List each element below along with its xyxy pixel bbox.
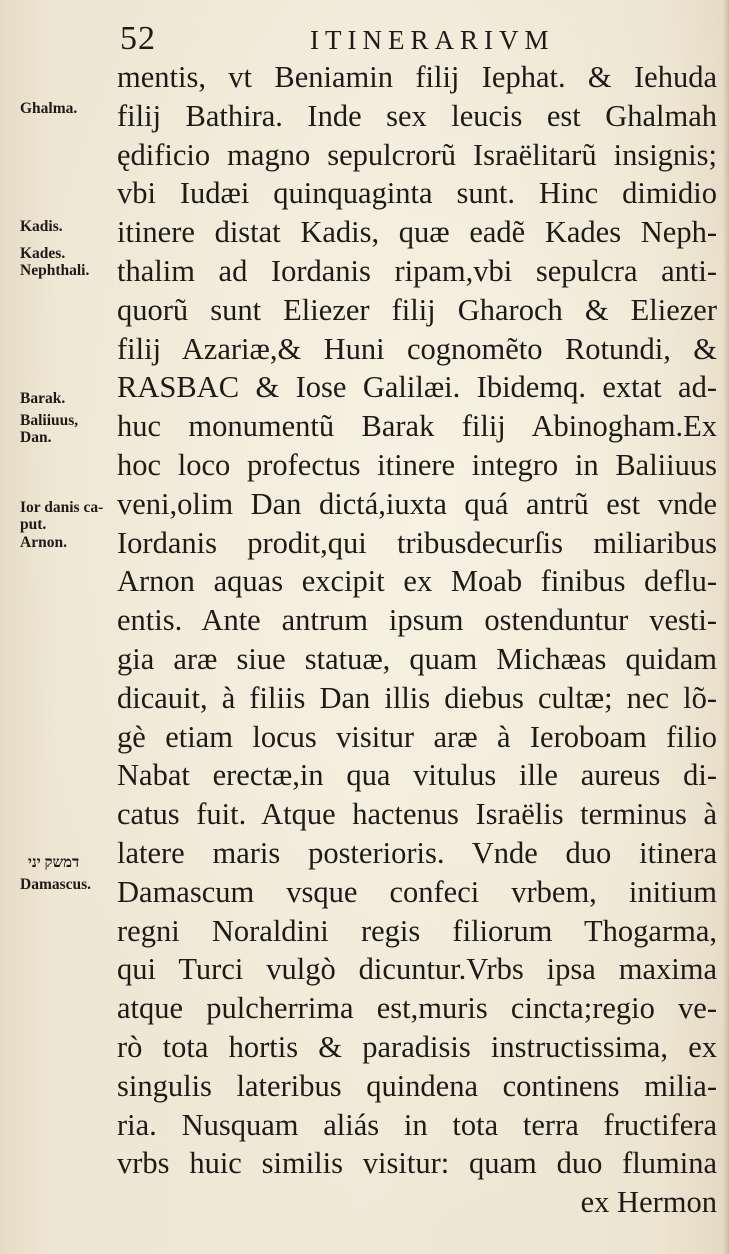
- page-edge: [723, 0, 729, 1254]
- text-line: ędificio magno sepulcrorũ Israëlitarũ insignis;: [117, 137, 717, 172]
- text-line: Nabat erectæ,in qua vitulus ille aureus di-: [117, 758, 717, 793]
- margin-note: put.: [20, 516, 47, 533]
- text-line: hoc loco profectus itinere integro in Baliiuus: [117, 447, 717, 482]
- text-line: mentis, vt Beniamin filij Iephat. & Iehuda: [117, 60, 717, 94]
- text-line: entis. Ante antrum ipsum ostenduntur vesti-: [117, 603, 717, 638]
- text-line: Iordanis prodit,qui tribusdecurſis miliaribus: [117, 525, 717, 560]
- text-line: filij Azariæ,& Huni cognomẽto Rotundi, &: [117, 331, 717, 366]
- text-line: latere maris posterioris. Vnde duo itinera: [117, 835, 717, 870]
- text-line: regni Noraldini regis filiorum Thogarma,: [117, 913, 717, 948]
- margin-note: Barak.: [20, 390, 66, 407]
- margin-note: Kades.: [20, 245, 66, 262]
- text-line: filij Bathira. Inde sex leucis est Ghalmah: [117, 98, 717, 133]
- text-line: RASBAC & Iose Galilæi. Ibidemq. extat ad-: [117, 370, 717, 405]
- text-line: itinere distat Kadis, quæ eadẽ Kades Neph-: [117, 215, 717, 250]
- margin-note: Ior danis ca-: [20, 499, 104, 516]
- text-line: catus fuit. Atque hactenus Israëlis terminus à: [117, 797, 717, 832]
- text-line: singulis lateribus quindena continens milia-: [117, 1068, 717, 1103]
- margin-note-hebrew: דמשק יני: [28, 855, 80, 871]
- running-head: ITINERARIVM: [310, 25, 555, 55]
- margin-note: Arnon.: [20, 534, 67, 551]
- margin-note: Ghalma.: [20, 100, 78, 117]
- margin-notes: [0, 0, 110, 1254]
- text-line: vbi Iudæi quinquaginta sunt. Hinc dimidio: [117, 176, 717, 211]
- margin-note: Nephthali.: [20, 262, 90, 279]
- text-line: vrbs huic similis visitur: quam duo flumina: [117, 1146, 717, 1181]
- text-line: dicauit, à filiis Dan illis diebus cultæ; nec lõ-: [117, 680, 717, 715]
- margin-note: Damascus.: [20, 876, 92, 893]
- page-number: 52: [120, 20, 156, 57]
- margin-note: Dan.: [20, 429, 52, 446]
- body-text: [117, 58, 717, 1222]
- text-line: rò tota hortis & paradisis instructissima, ex: [117, 1029, 717, 1064]
- text-line: Damascum vsque confeci vrbem, initium: [117, 874, 717, 909]
- text-line: Arnon aquas excipit ex Moab finibus deflu-: [117, 564, 717, 599]
- text-line: ria. Nusquam aliás in tota terra fructifera: [117, 1107, 717, 1142]
- text-line: veni,olim Dan dictá,iuxta quá antrũ est vnde: [117, 486, 717, 521]
- catchword-line: ex Hermon: [580, 1185, 717, 1220]
- text-line: quorũ sunt Eliezer filij Gharoch & Eliezer: [117, 292, 717, 327]
- text-line: gia aræ siue statuæ, quam Michæas quidam: [117, 641, 717, 676]
- margin-note: Kadis.: [20, 218, 63, 235]
- text-line: atque pulcherrima est,muris cincta;regio ve-: [117, 991, 717, 1026]
- text-line: qui Turci vulgò dicuntur.Vrbs ipsa maxima: [117, 952, 717, 987]
- text-line: gè etiam locus visitur aræ à Ieroboam filio: [117, 719, 717, 754]
- text-line: huc monumentũ Barak filij Abinogham.Ex: [117, 409, 717, 444]
- margin-note: Baliiuus,: [20, 412, 79, 429]
- text-line: thalim ad Iordanis ripam,vbi sepulcra anti-: [117, 253, 717, 288]
